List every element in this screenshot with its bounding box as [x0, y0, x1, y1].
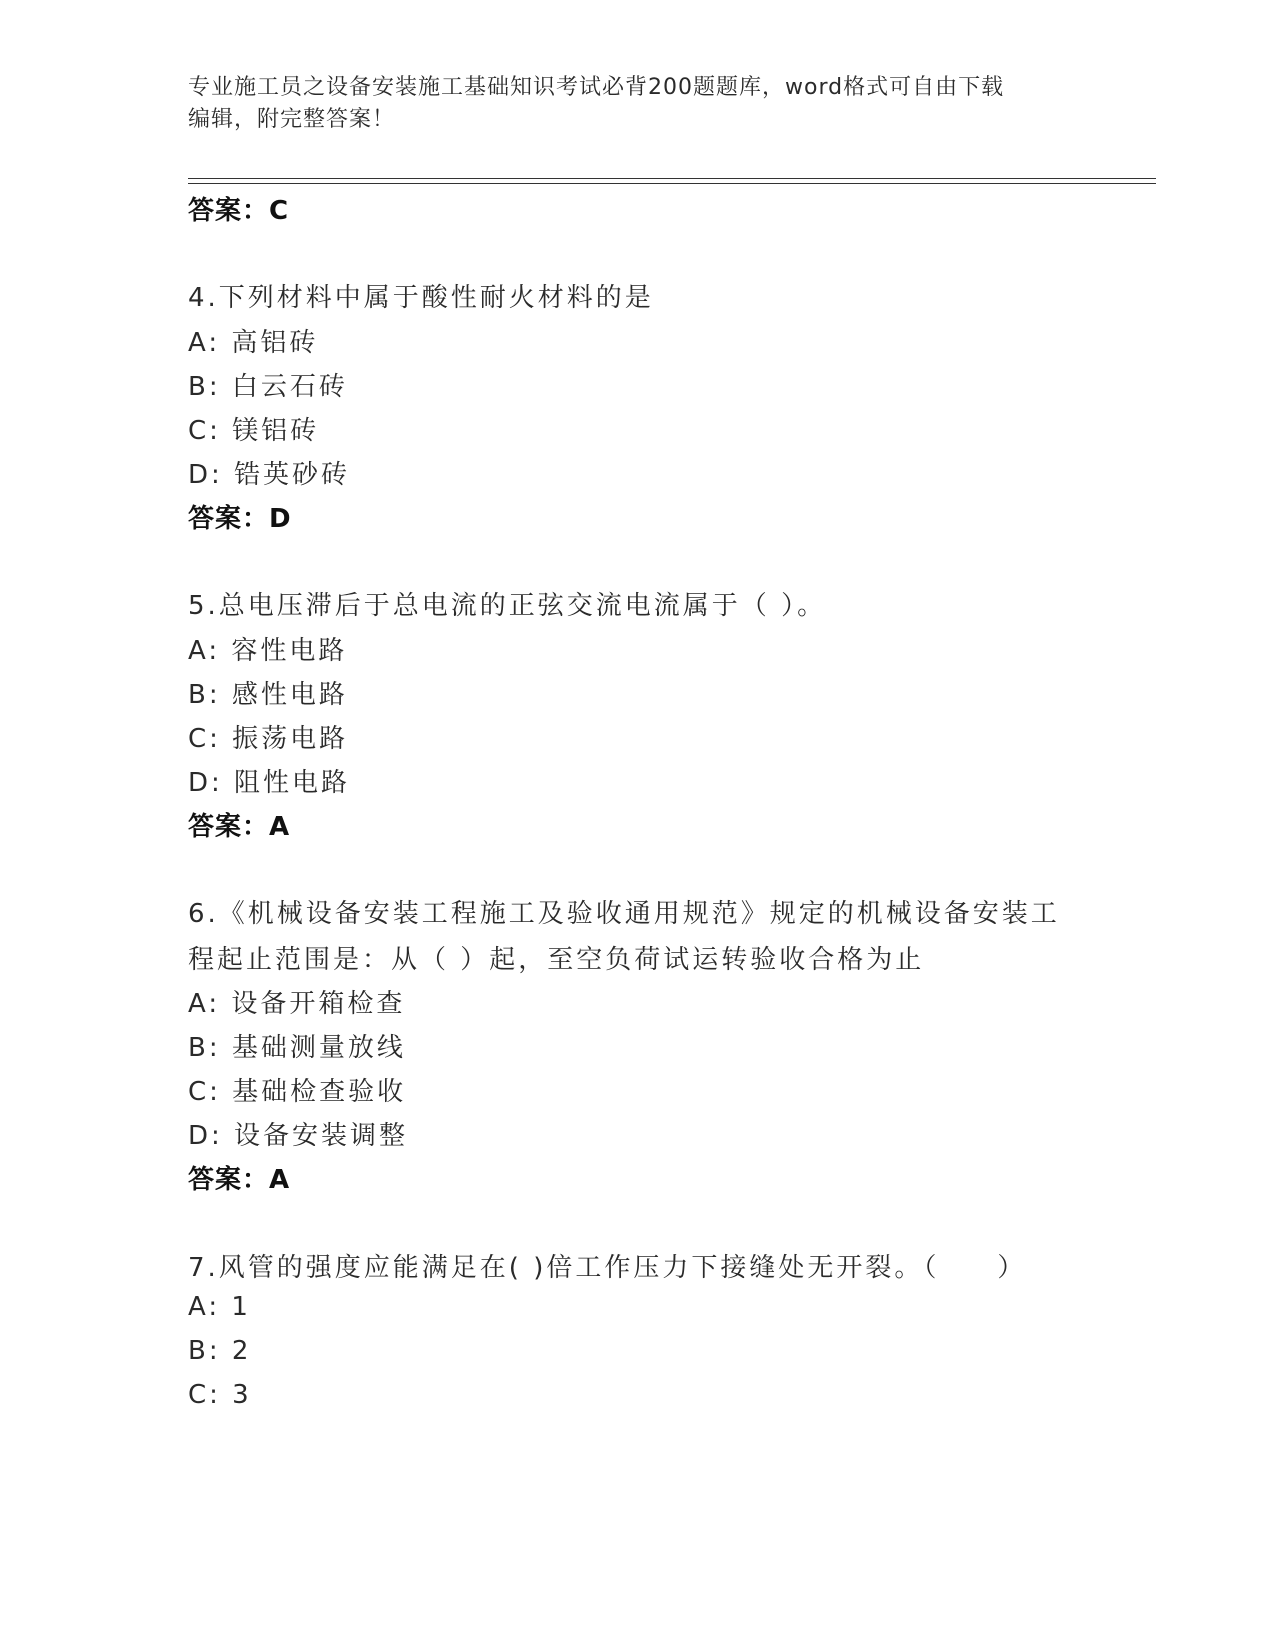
answer-q3: 答案：C — [188, 196, 290, 226]
q7-option-a: A: 1 — [188, 1292, 251, 1322]
question-7: 7.风管的强度应能满足在( )倍工作压力下接缝处无开裂。（ ） — [188, 1253, 1027, 1283]
question-4: 4.下列材料中属于酸性耐火材料的是 — [188, 283, 654, 313]
question-6-line-2: 程起止范围是：从（ ）起，至空负荷试运转验收合格为止 — [188, 945, 925, 975]
answer-q4: 答案：D — [188, 504, 292, 534]
question-6 — [188, 891, 1068, 983]
q5-option-c: C: 振荡电路 — [188, 724, 349, 754]
document-header — [188, 72, 1088, 136]
q6-option-b: B: 基础测量放线 — [188, 1033, 406, 1063]
q7-option-c: C: 3 — [188, 1380, 252, 1410]
q5-option-a: A: 容性电路 — [188, 636, 348, 666]
answer-q6: 答案：A — [188, 1165, 291, 1195]
q6-option-d: D: 设备安装调整 — [188, 1121, 409, 1151]
answer-q5: 答案：A — [188, 812, 291, 842]
q4-option-a: A: 高铝砖 — [188, 328, 319, 358]
question-5: 5.总电压滞后于总电流的正弦交流电流属于（ ）。 — [188, 591, 827, 621]
q5-option-b: B: 感性电路 — [188, 680, 348, 710]
q4-option-c: C: 镁铝砖 — [188, 416, 320, 446]
header-divider-top — [188, 178, 1156, 179]
q4-option-d: D: 锆英砂砖 — [188, 460, 351, 490]
q5-option-d: D: 阻性电路 — [188, 768, 351, 798]
q4-option-b: B: 白云石砖 — [188, 372, 348, 402]
q6-option-c: C: 基础检查验收 — [188, 1077, 407, 1107]
header-divider-bottom — [188, 183, 1156, 184]
q7-option-b: B: 2 — [188, 1336, 252, 1366]
q6-option-a: A: 设备开箱检查 — [188, 989, 406, 1019]
header-line-1: 专业施工员之设备安装施工基础知识考试必背200题题库，word格式可自由下载 — [188, 75, 1005, 100]
header-line-2: 编辑，附完整答案！ — [188, 107, 396, 132]
question-6-line-1: 6.《机械设备安装工程施工及验收通用规范》规定的机械设备安装工 — [188, 899, 1060, 929]
